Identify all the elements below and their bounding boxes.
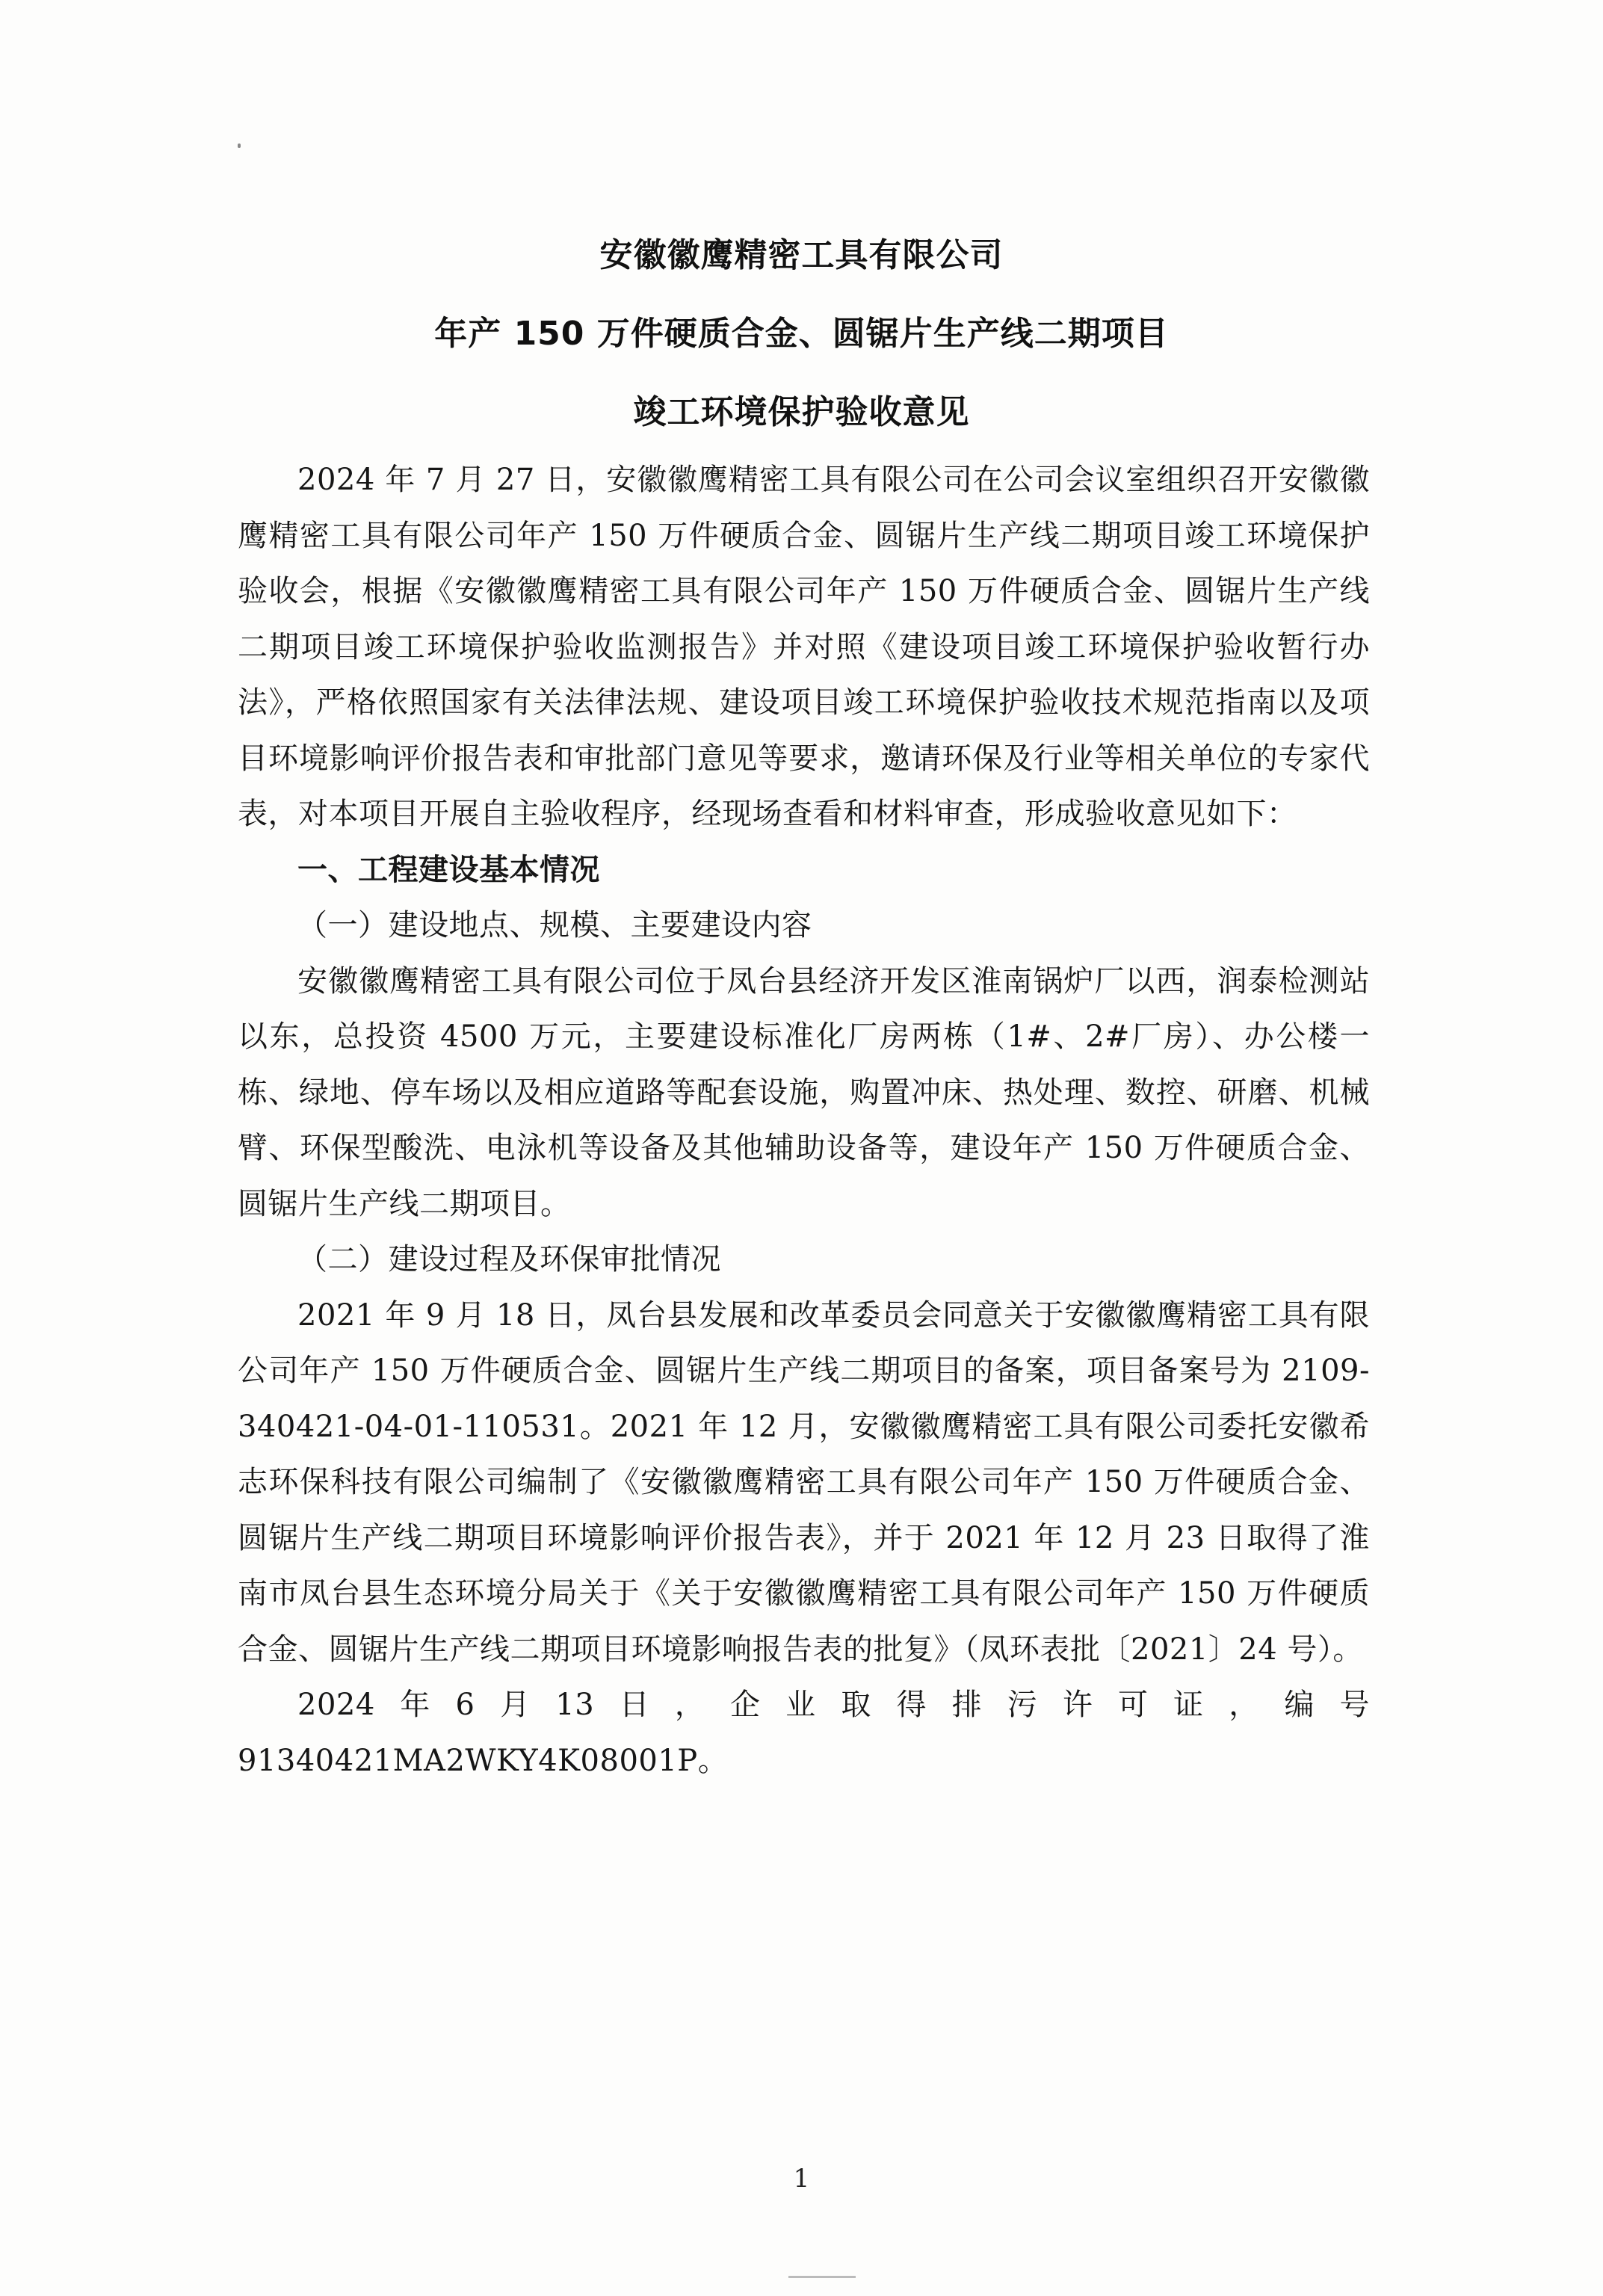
subsection-heading-2: （二）建设过程及环保审批情况 <box>297 1242 721 1277</box>
title-project: 年产 150 万件硬质合金、圆锯片生产线二期项目 <box>434 315 1169 353</box>
document-body <box>238 452 1370 1789</box>
permit-paragraph: 2024年6月13日，企业取得排污许可证，编号91340421MA2WKY4K08001P。 <box>238 1688 1370 1778</box>
location-paragraph: 安徽徽鹰精密工具有限公司位于凤台县经济开发区淮南锅炉厂以西，润泰检测站以东，总投资 4500 万元，主要建设标准化厂房两栋（1#、2#厂房）、办公楼一栋、绿地、停车场以及相应道路等配套设施，购置冲床、热处理、数控、研磨、机械臂、环保型酸洗、电泳机等设备及其他辅助设备等，建设年产 150 万件硬质合金、圆锯片生产线二期项目。 <box>238 963 1370 1221</box>
subsection-heading-1: （一）建设地点、规模、主要建设内容 <box>297 908 812 942</box>
scan-speck <box>238 144 241 148</box>
title-opinion: 竣工环境保护验收意见 <box>633 393 970 431</box>
section-heading-1: 一、工程建设基本情况 <box>297 852 600 887</box>
approval-paragraph: 2021 年 9 月 18 日，凤台县发展和改革委员会同意关于安徽徽鹰精密工具有限公司年产 150 万件硬质合金、圆锯片生产线二期项目的备案，项目备案号为 2109-340421-04-01-110531。2021 年 12 月，安徽徽鹰精密工具有限公司委托安徽希志环保科技有限公司编制了《安徽徽鹰精密工具有限公司年产 150 万件硬质合金、圆锯片生产线二期项目环境影响评价报告表》，并于 2021 年 12 月 23 日取得了淮南市凤台县生态环境分局关于《关于安徽徽鹰精密工具有限公司年产 150 万件硬质合金、圆锯片生产线二期项目环境影响报告表的批复》（凤环表批〔2021〕24 号）。 <box>238 1297 1370 1667</box>
intro-paragraph: 2024 年 7 月 27 日，安徽徽鹰精密工具有限公司在公司会议室组织召开安徽徽鹰精密工具有限公司年产 150 万件硬质合金、圆锯片生产线二期项目竣工环境保护验收会，根据《安徽徽鹰精密工具有限公司年产 150 万件硬质合金、圆锯片生产线二期项目竣工环境保护验收监测报告》并对照《建设项目竣工环境保护验收暂行办法》，严格依照国家有关法律法规、建设项目竣工环境保护验收技术规范指南以及项目环境影响评价报告表和审批部门意见等要求，邀请环保及行业等相关单位的专家代表，对本项目开展自主验收程序，经现场查看和材料审查，形成验收意见如下： <box>238 463 1370 831</box>
page-number: 1 <box>793 2164 810 2194</box>
title-company: 安徽徽鹰精密工具有限公司 <box>599 236 1004 274</box>
scan-edge-mark <box>788 2276 856 2278</box>
